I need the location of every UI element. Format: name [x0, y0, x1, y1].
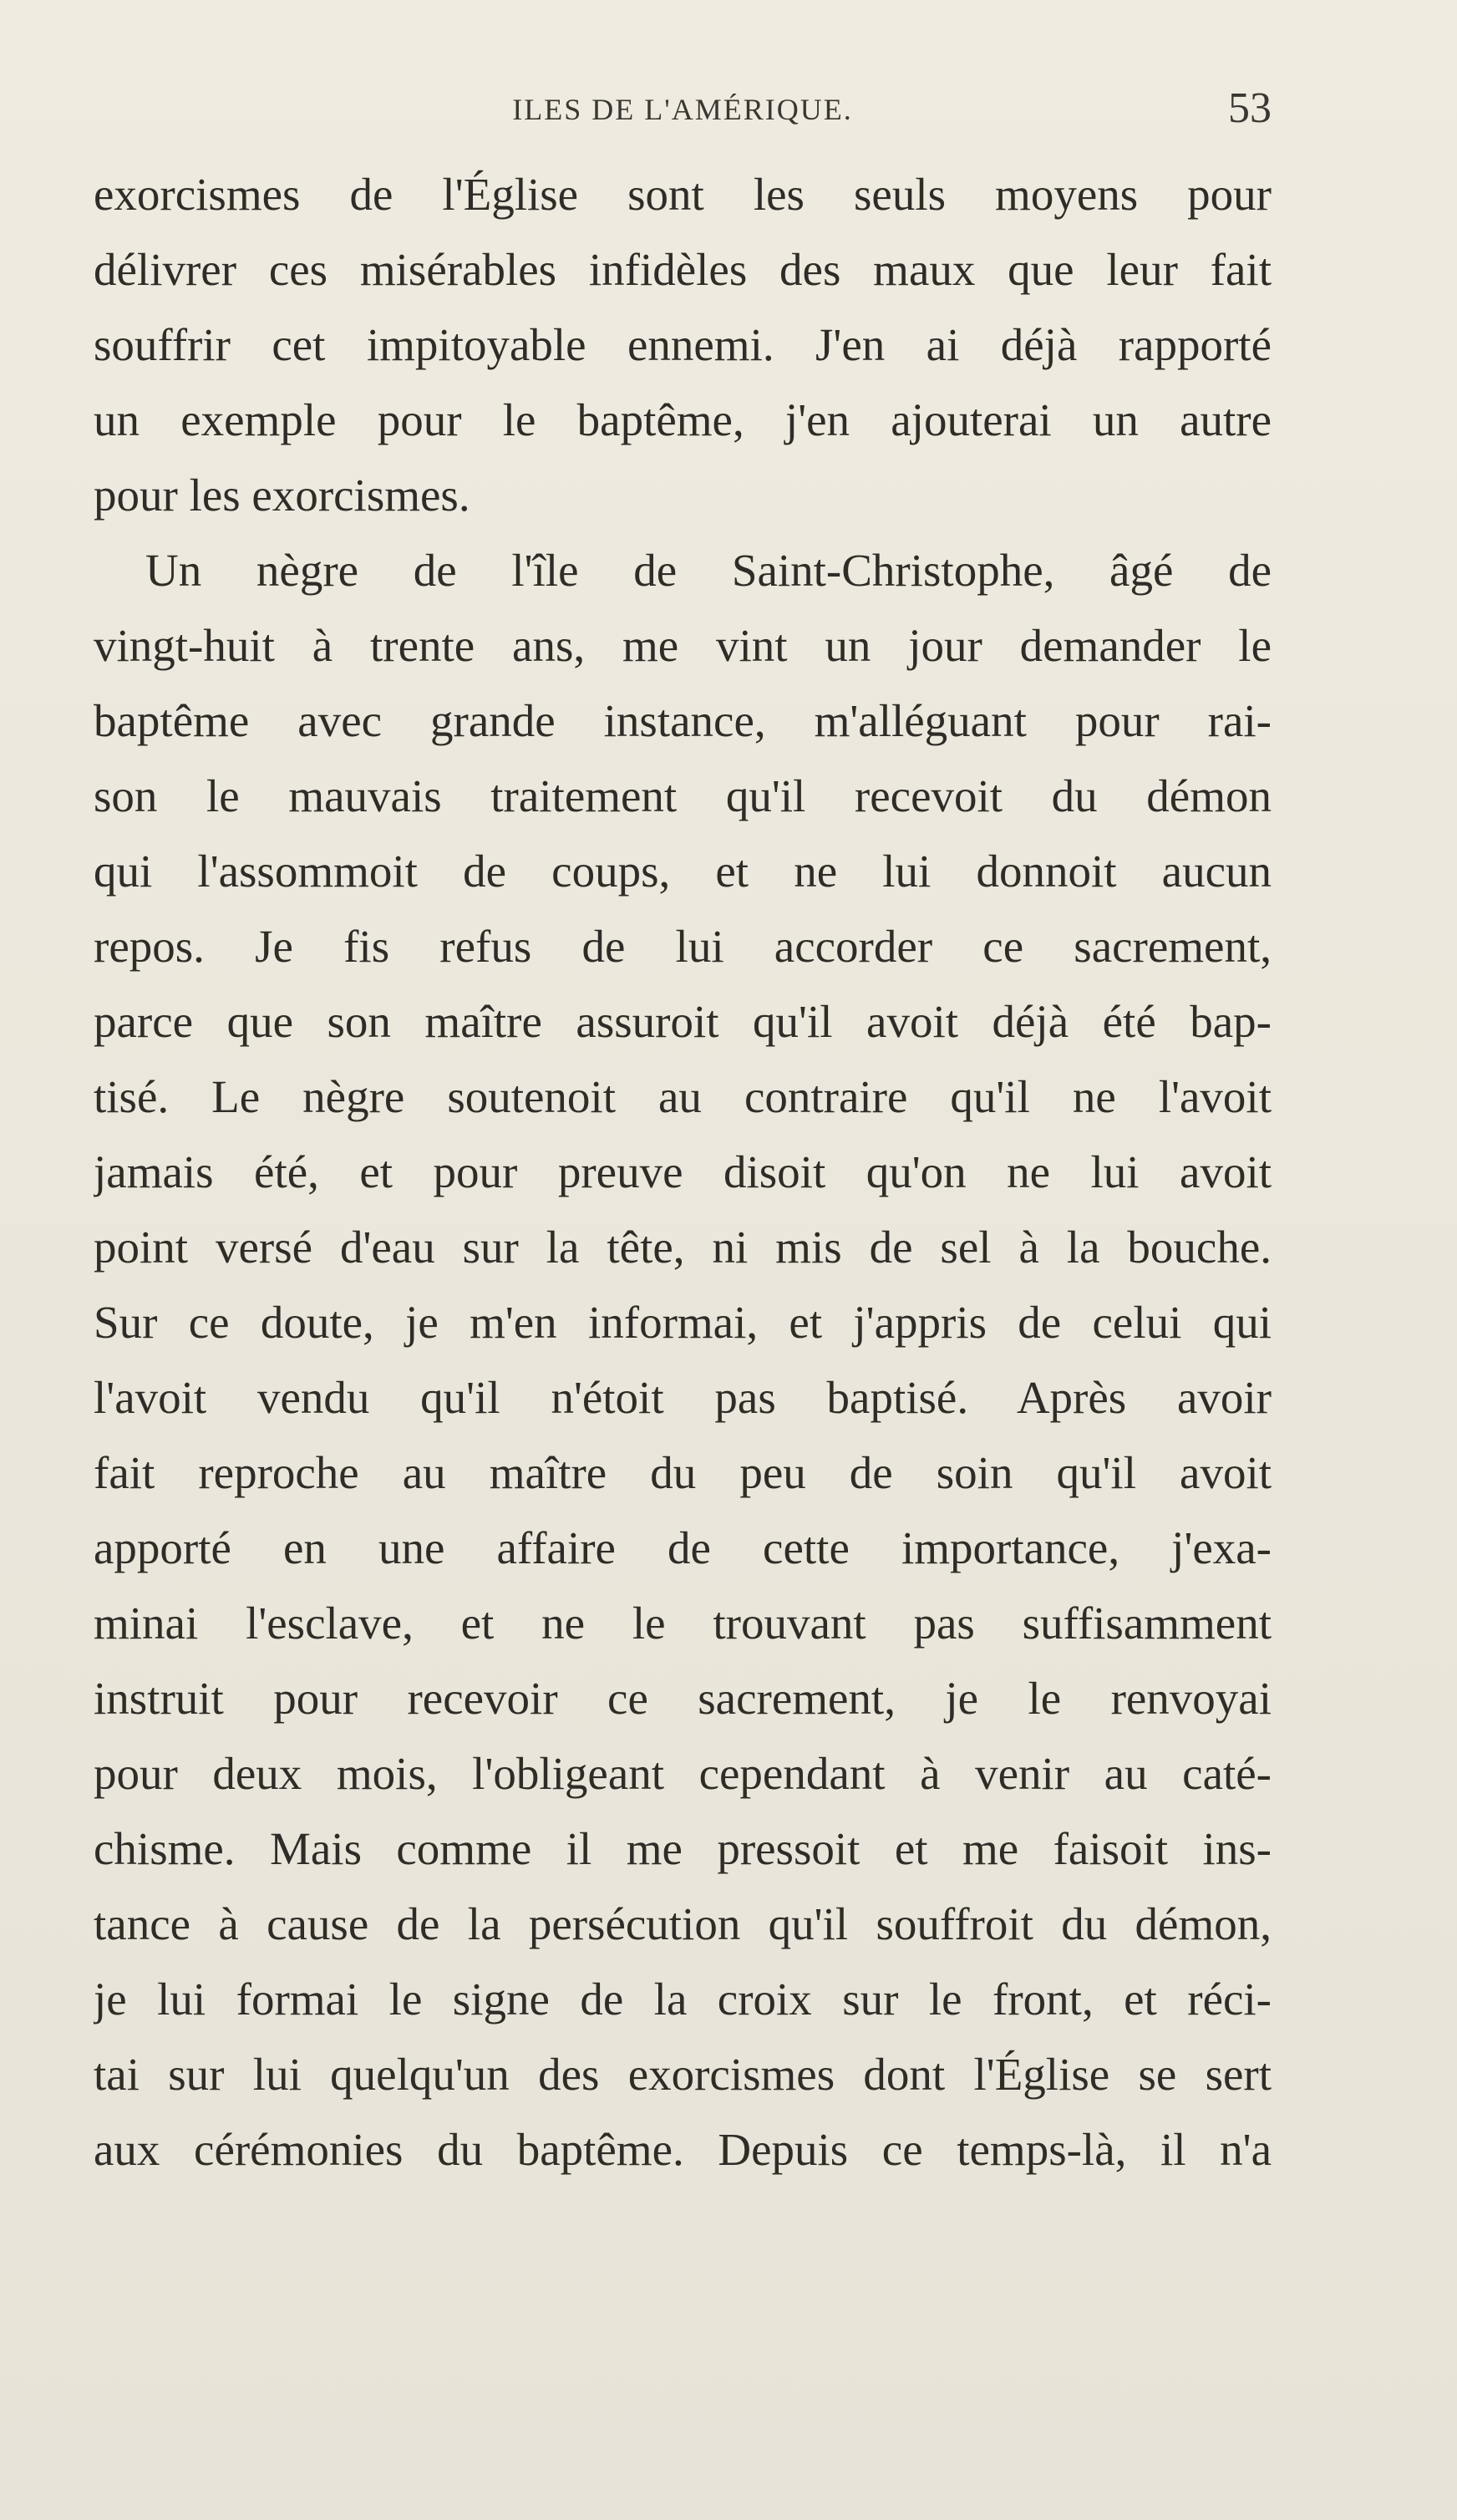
- text-line: je lui formai le signe de la croix sur le front, et réci-: [94, 1974, 1272, 2025]
- text-line: vingt-huit à trente ans, me vint un jour demander le: [94, 620, 1272, 671]
- running-title: ILES DE L'AMÉRIQUE.: [512, 93, 853, 126]
- text-line: un exemple pour le baptême, j'en ajouterai un autre: [94, 394, 1272, 445]
- text-line: pour deux mois, l'obligeant cependant à venir au caté-: [94, 1748, 1272, 1799]
- text-line: qui l'assommoit de coups, et ne lui donnoit aucun: [94, 846, 1272, 897]
- text-line: parce que son maître assuroit qu'il avoit déjà été bap-: [94, 996, 1272, 1047]
- text-line: chisme. Mais comme il me pressoit et me faisoit ins-: [94, 1823, 1272, 1874]
- text-line: tance à cause de la persécution qu'il souffroit du démon,: [94, 1898, 1272, 1949]
- text-line: repos. Je fis refus de lui accorder ce sacrement,: [94, 921, 1272, 972]
- text-line: baptême avec grande instance, m'alléguant pour rai-: [94, 695, 1272, 746]
- text-line: délivrer ces misérables infidèles des maux que leur fait: [94, 244, 1272, 295]
- text-line: Sur ce doute, je m'en informai, et j'appris de celui qui: [94, 1297, 1272, 1348]
- text-line: fait reproche au maître du peu de soin qu'il avoit: [94, 1447, 1272, 1498]
- text-line: apporté en une affaire de cette importance, j'exa-: [94, 1522, 1272, 1573]
- text-line: point versé d'eau sur la tête, ni mis de sel à la bouche.: [94, 1222, 1272, 1273]
- text-line: jamais été, et pour preuve disoit qu'on ne lui avoit: [94, 1146, 1272, 1197]
- text-line: l'avoit vendu qu'il n'étoit pas baptisé. Après avoir: [94, 1372, 1272, 1423]
- text-line: instruit pour recevoir ce sacrement, je le renvoyai: [94, 1673, 1272, 1724]
- running-head: [94, 84, 1272, 134]
- text-line: minai l'esclave, et ne le trouvant pas suffisamment: [94, 1598, 1272, 1649]
- text-line: Un nègre de l'île de Saint-Christophe, âgé de: [145, 545, 1272, 596]
- text-line: pour les exorcismes.: [94, 470, 470, 521]
- text-line: aux cérémonies du baptême. Depuis ce temps-là, il n'a: [94, 2124, 1272, 2175]
- text-line: tai sur lui quelqu'un des exorcismes dont l'Église se sert: [94, 2049, 1272, 2100]
- text-line: souffrir cet impitoyable ennemi. J'en ai déjà rapporté: [94, 319, 1272, 370]
- text-line: exorcismes de l'Église sont les seuls moyens pour: [94, 169, 1272, 220]
- text-line: tisé. Le nègre soutenoit au contraire qu'il ne l'avoit: [94, 1071, 1272, 1122]
- page-number: 53: [1228, 84, 1272, 132]
- text-line: son le mauvais traitement qu'il recevoit du démon: [94, 770, 1272, 821]
- body-text: [94, 157, 1272, 2187]
